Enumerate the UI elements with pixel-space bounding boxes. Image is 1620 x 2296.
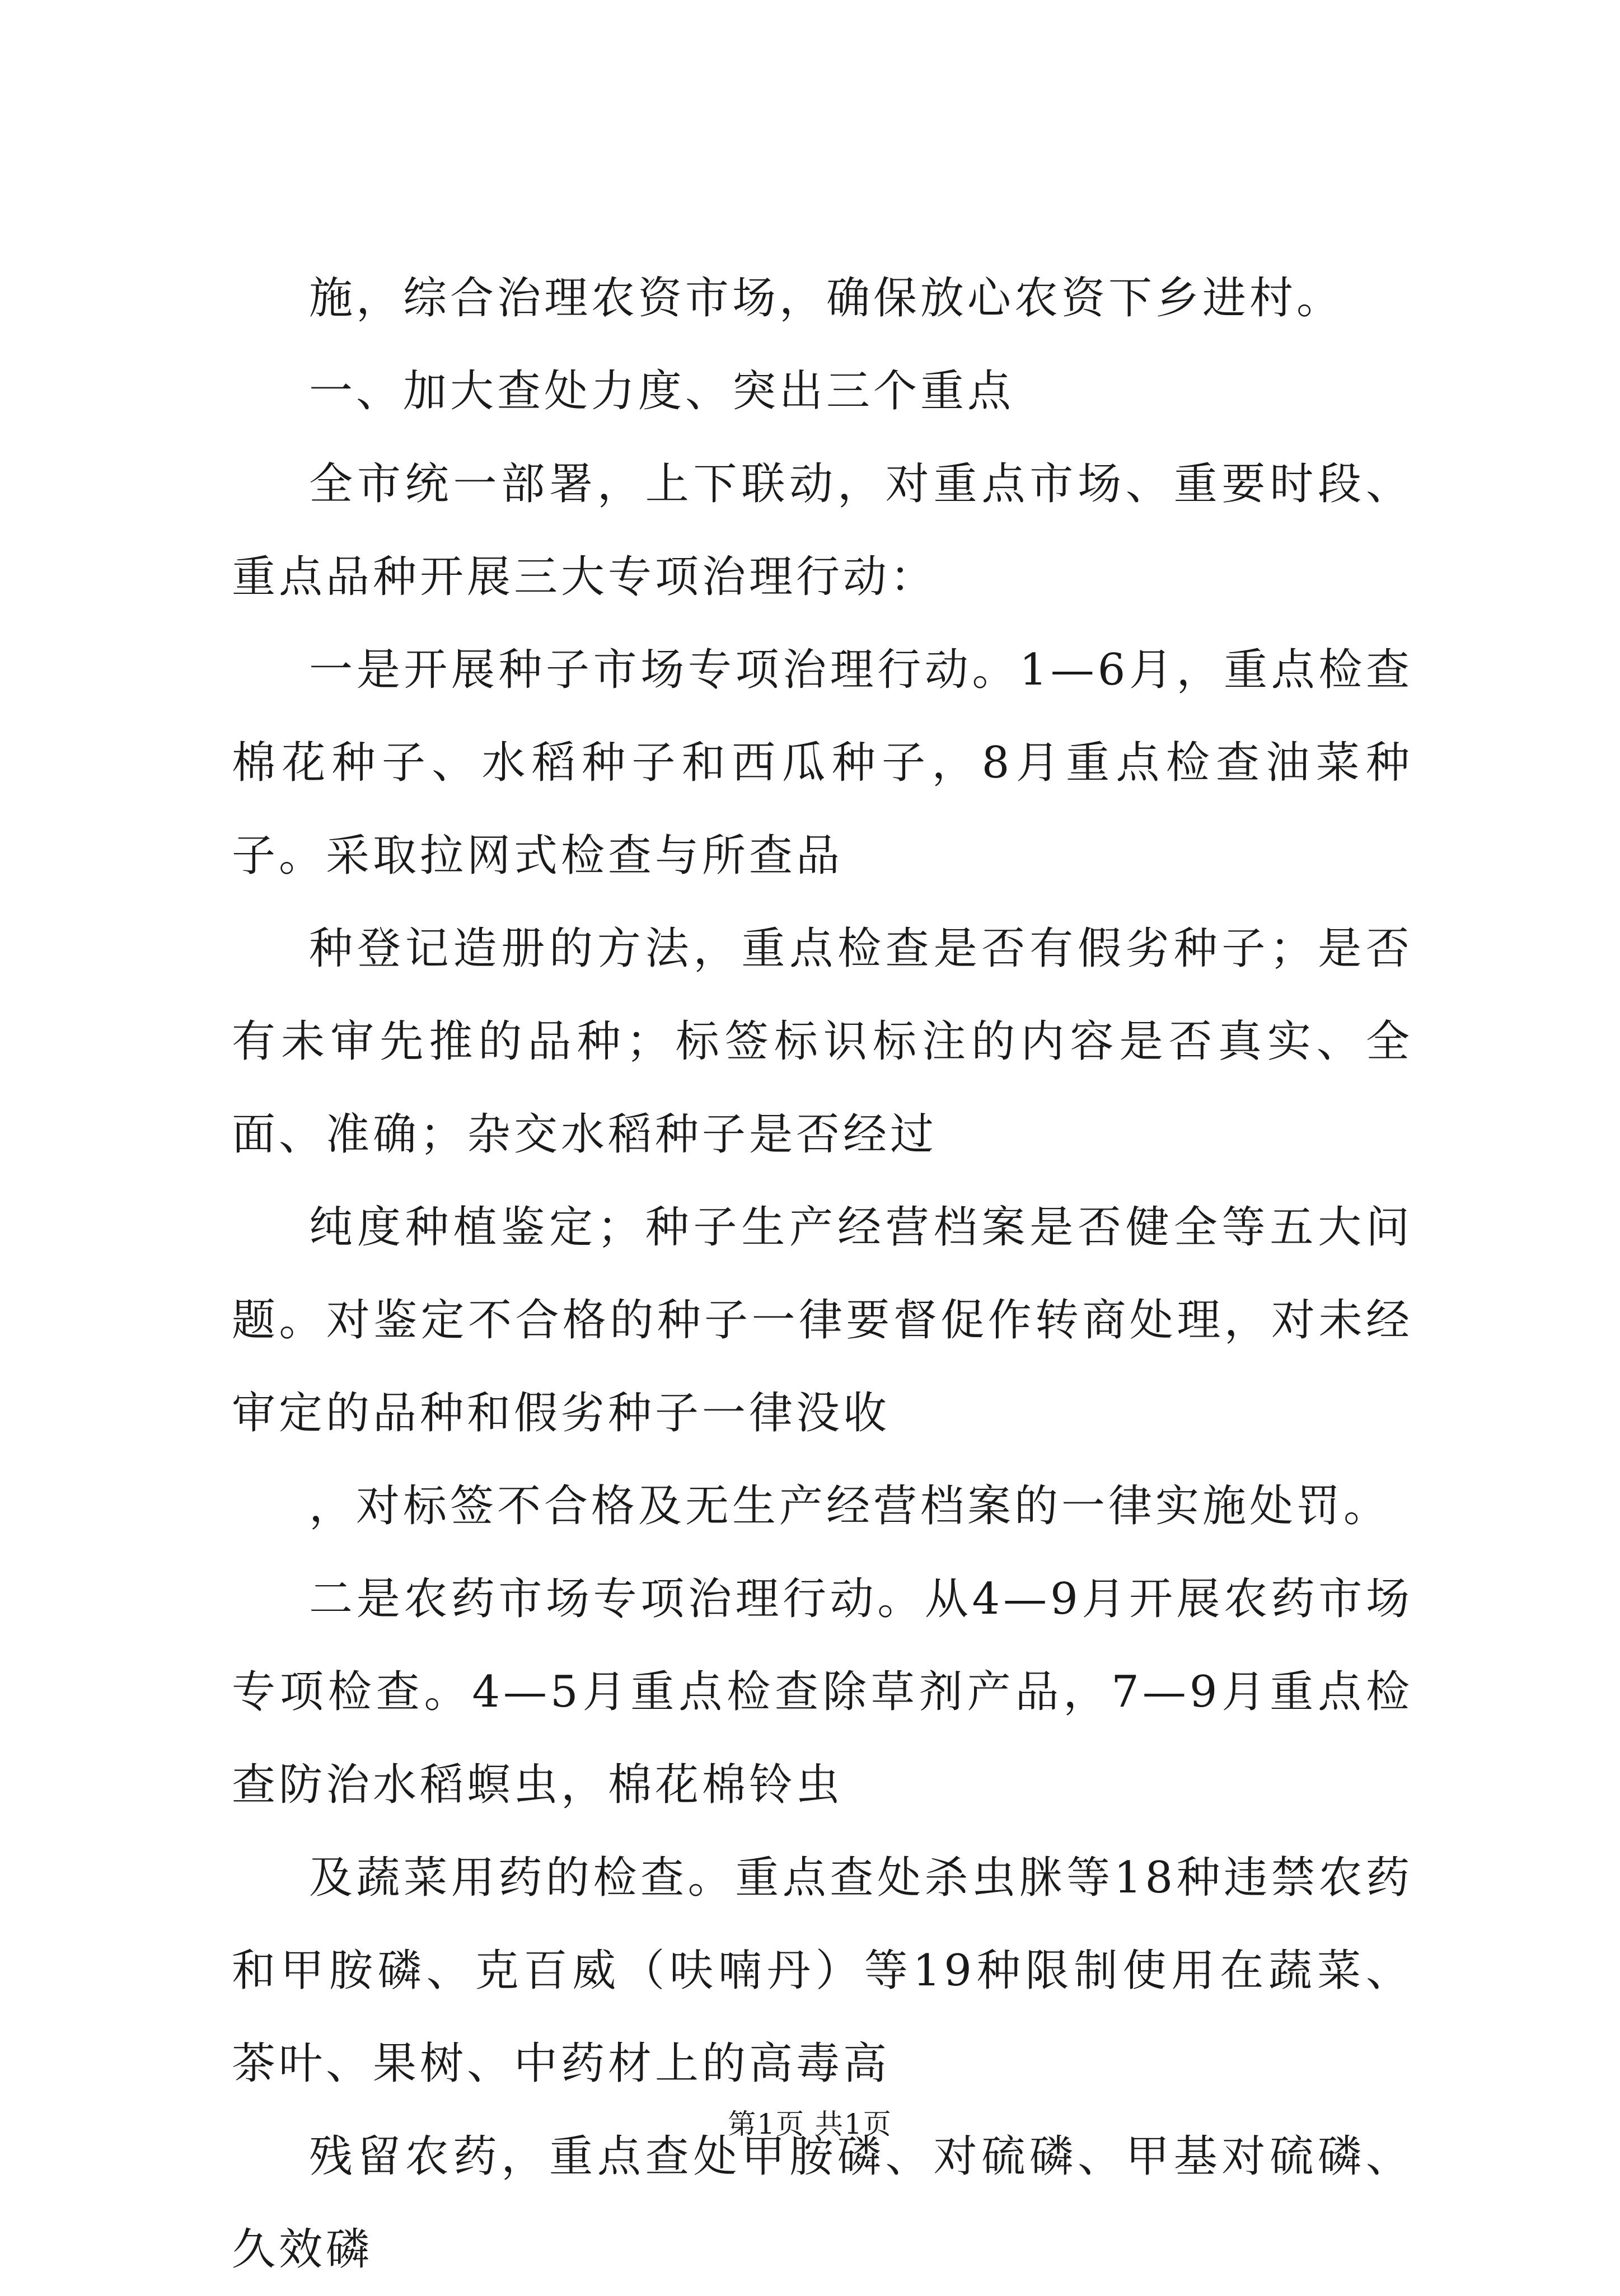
paragraph: 种登记造册的方法，重点检查是否有假劣种子；是否有未审先推的品种；标签标识标注的内容是否真实、全面、准确；杂交水稻种子是否经过 (232, 924, 1413, 1160)
paragraph: 二是农药市场专项治理行动。从4—9月开展农药市场专项检查。4—5月重点检查除草剂产品，7—9月重点检查防治水稻螟虫，棉花棉铃虫 (232, 1574, 1413, 1810)
paragraph: 一是开展种子市场专项治理行动。1—6月，重点检查棉花种子、水稻种子和西瓜种子，8月重点检查油菜种子。采取拉网式检查与所查品 (232, 645, 1413, 881)
paragraph: 全市统一部署，上下联动，对重点市场、重要时段、重点品种开展三大专项治理行动： (232, 459, 1413, 602)
page-footer-label: 第1页 共1页 (728, 2108, 892, 2140)
document-body (232, 252, 1413, 2296)
paragraph: 及蔬菜用药的检查。重点查处杀虫脒等18种违禁农药和甲胺磷、克百威（呋喃丹）等19种限制使用在蔬菜、茶叶、果树、中药材上的高毒高 (232, 1853, 1413, 2089)
paragraph: 残留农药，重点查处甲胺磷、对硫磷、甲基对硫磷、久效磷 (232, 2131, 1413, 2275)
paragraph: 纯度种植鉴定；种子生产经营档案是否健全等五大问题。对鉴定不合格的种子一律要督促作转商处理，对未经审定的品种和假劣种子一律没收 (232, 1202, 1413, 1438)
paragraph: ，对标签不合格及无生产经营档案的一律实施处罚。 (309, 1481, 1391, 1531)
paragraph: 施，综合治理农资市场，确保放心农资下乡进村。 (309, 273, 1344, 324)
section-heading: 一、加大查处力度、突出三个重点 (309, 366, 1015, 416)
